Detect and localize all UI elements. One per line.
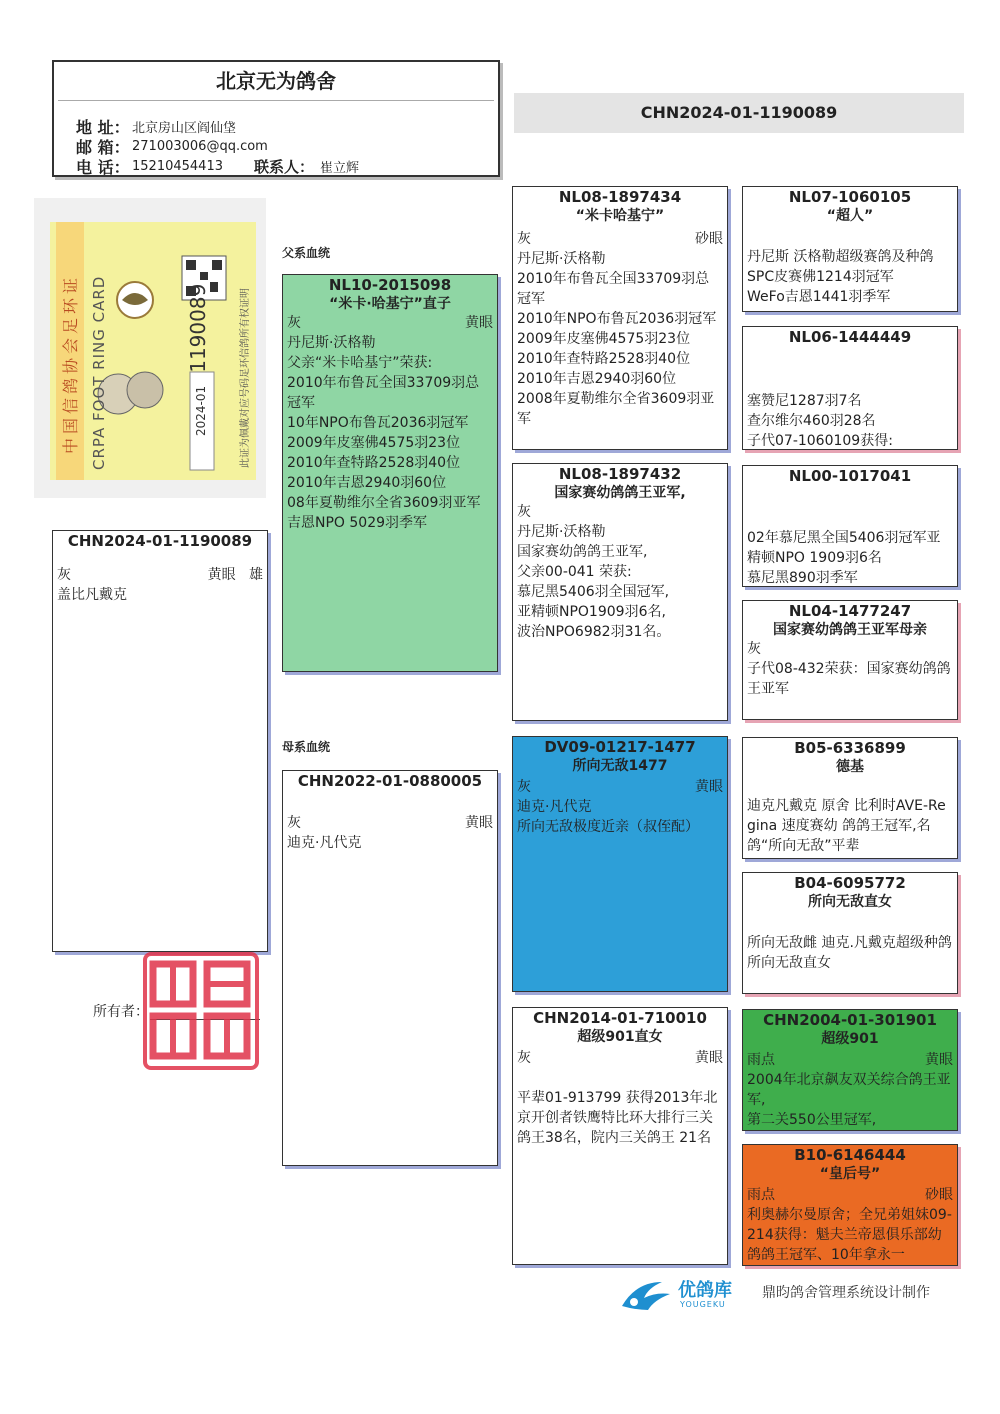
contact-label: 联系人：: [254, 157, 315, 176]
ss-line: 丹尼斯·沃格勒: [517, 251, 606, 267]
ddd-color: 雨点: [747, 1187, 775, 1203]
ring-card-year: 2024-01: [194, 385, 208, 436]
ssd-line: 子代07-1060109获得:: [747, 433, 893, 449]
dam-line: 迪克·凡代克: [287, 835, 362, 851]
ds-line: 迪克·凡代克: [517, 799, 592, 815]
ds-color: 灰: [517, 779, 531, 795]
sdd-line: 子代08-432荣获：国家赛幼鸽鸽王亚军: [747, 661, 951, 697]
sire-line: 2010年查特路2528羽40位: [287, 455, 461, 471]
sire-color: 灰: [287, 315, 301, 331]
sd-ring: NL08-1897432: [558, 465, 682, 483]
dds-name: 超级901: [821, 1031, 879, 1047]
ring-card-no: 1190089: [186, 283, 210, 373]
sdd-ring: NL04-1477247: [788, 602, 912, 620]
ring-card: [34, 198, 266, 498]
dds-box: [742, 1009, 958, 1131]
sire-line: 吉恩NPO 5029羽季军: [287, 515, 428, 531]
dd-line: 平辈01-913799 获得2013年北京开创者铁鹰特比环大排行三关鸽王38名，院内三关鸽王 21名: [517, 1090, 718, 1146]
dss-name: 德基: [836, 759, 864, 775]
ds-box: [512, 736, 728, 992]
ss-name: “米卡哈基宁”: [575, 208, 665, 224]
sdd-color: 灰: [747, 641, 761, 657]
sire-line: 2010年布鲁瓦全国33709羽总冠军: [287, 375, 480, 411]
sds-line: 慕尼黑890羽季军: [747, 570, 858, 586]
footer-credit: 鼎昀鸽舍管理系统设计制作: [762, 1285, 930, 1301]
dam-box: [282, 770, 498, 1166]
ring-banner-text: CHN2024-01-1190089: [640, 103, 838, 122]
dd-name: 超级901直女: [577, 1029, 663, 1045]
dds-ring: CHN2004-01-301901: [763, 1011, 937, 1029]
dss-box: [742, 737, 958, 859]
dsd-box: [742, 872, 958, 994]
dam-color: 灰: [287, 815, 301, 831]
ring-card-note: 此证为佩戴对应号码足环信鸽所有权证明: [240, 288, 251, 468]
sd-line: 亚精顿NPO1909羽6名,: [517, 604, 666, 620]
seal-graphic: [147, 956, 255, 1066]
ssd-box: [742, 326, 958, 450]
ss-line: 2008年夏勒维尔全省3609羽亚军: [517, 391, 715, 427]
ds-ring: DV09-01217-1477: [544, 738, 696, 756]
address-label: 地 址：: [76, 117, 130, 137]
address-value: 北京房山区阎仙垡: [132, 120, 237, 136]
sds-box: [742, 465, 958, 587]
sds-ring: NL00-1017041: [788, 467, 912, 485]
ds-eye: 黄眼: [695, 779, 723, 795]
ss-line: 2009年皮塞佛4575羽23位: [517, 331, 691, 347]
email-label: 邮 箱：: [76, 137, 130, 157]
dam-eye: 黄眼: [465, 815, 493, 831]
dd-color: 灰: [517, 1050, 531, 1066]
sire-line: 2009年皮塞佛4575羽23位: [287, 435, 461, 451]
subject-eye: 黄眼: [207, 567, 236, 583]
sss-box: [742, 186, 958, 312]
ds-name: 所向无敌1477: [572, 758, 668, 774]
dsd-ring: B04-6095772: [794, 874, 906, 892]
phone-label: 电 话：: [76, 157, 130, 177]
sire-section-label: 父系血统: [282, 246, 331, 260]
ring-banner: [514, 93, 964, 133]
dss-line: 迪克凡戴克 原舍 比利时AVE-Regina 速度赛幼 鸽鸽王冠军,名鸽“所向无敌”平辈: [747, 798, 946, 854]
sd-line: 慕尼黑5406羽全国冠军,: [517, 584, 670, 600]
ring-card-org-en: CRPA FOOT RING CARD: [90, 275, 108, 470]
subject-box: [52, 530, 268, 952]
sds-line: 02年慕尼黑全国5406羽冠军亚: [747, 530, 941, 546]
sss-line: 丹尼斯 沃格勒超级赛鸽及种鸽: [747, 249, 934, 265]
sd-color: 灰: [517, 504, 531, 520]
ring-card-org-cn: 中国信鸽协会足环证: [61, 273, 80, 454]
ring-card-number: [186, 236, 210, 436]
ss-ring: NL08-1897434: [558, 188, 682, 206]
brand-name: 优鸽库: [678, 1280, 732, 1301]
sire-box: [282, 274, 498, 672]
subject-sex: 雄: [249, 567, 263, 583]
ddd-box: [742, 1144, 958, 1266]
ss-eye: 砂眼: [695, 231, 723, 247]
ssd-ring: NL06-1444449: [788, 328, 912, 346]
sire-line: 08年夏勒维尔全省3609羽亚军: [287, 495, 481, 511]
sire-line: 父亲“米卡哈基宁”荣获:: [287, 355, 433, 371]
brand-name-en: YOUGEKU: [680, 1300, 726, 1309]
sdd-name: 国家赛幼鸽鸽王亚军母亲: [773, 622, 927, 638]
sire-name: “米卡·哈基宁”直子: [329, 296, 451, 312]
dd-ring: CHN2014-01-710010: [533, 1009, 707, 1027]
sd-name: 国家赛幼鸽鸽王亚军,: [554, 485, 686, 501]
ds-line: 所向无敌极度近亲（叔侄配）: [517, 819, 699, 835]
sss-ring: NL07-1060105: [788, 188, 912, 206]
sds-line: 精顿NPO 1909羽6名: [747, 550, 882, 566]
sd-box: [512, 463, 728, 721]
ddd-eye: 砂眼: [925, 1187, 953, 1203]
sd-line: 波治NPO6982羽31名。: [517, 624, 671, 640]
dsd-line: 所向无敌雌 迪克.凡戴克超级种鸽 所向无敌直女: [747, 935, 952, 971]
sss-line: WeFo吉恩1441羽季军: [747, 289, 891, 305]
brand-logo-icon: [618, 1276, 674, 1312]
sire-line: 2010年吉恩2940羽60位: [287, 475, 447, 491]
dds-line: 2004年北京飙友双关综合鸽王亚军,: [747, 1072, 951, 1108]
email-value: 271003006@qq.com: [132, 138, 268, 154]
dam-ring: CHN2022-01-0880005: [297, 772, 483, 790]
sss-name: “超人”: [826, 208, 874, 224]
ss-line: 2010年布鲁瓦全国33709羽总冠军: [517, 271, 710, 307]
dss-ring: B05-6336899: [794, 739, 906, 757]
subject-color: 灰: [57, 567, 71, 583]
dds-eye: 黄眼: [925, 1052, 953, 1068]
ss-line: 2010年查特路2528羽40位: [517, 351, 691, 367]
sss-line: SPC皮赛佛1214羽冠军: [747, 269, 894, 285]
dam-section-label: 母系血统: [282, 740, 331, 754]
owner-seal: [143, 952, 259, 1070]
contact-value: 崔立辉: [320, 160, 360, 176]
sire-line: 10年NPO布鲁瓦2036羽冠军: [287, 415, 469, 431]
dds-line: 第二关550公里冠军,: [747, 1112, 877, 1128]
ddd-name: “皇后号”: [819, 1166, 881, 1182]
loft-title: 北京无为鸽舍: [216, 69, 336, 93]
sire-lines: [283, 333, 497, 533]
subject-breed: 盖比凡戴克: [57, 587, 127, 603]
sire-eye: 黄眼: [465, 315, 493, 331]
sd-line: 父亲00-041 荣获:: [517, 564, 632, 580]
loft-header: [52, 60, 500, 177]
sd-line: 国家赛幼鸽鸽王亚军,: [517, 544, 648, 560]
ssd-line: 查尔维尔460羽28名: [747, 413, 876, 429]
sire-line: 丹尼斯·沃格勒: [287, 335, 376, 351]
phone-value: 15210454413: [132, 158, 223, 174]
sdd-box: [742, 600, 958, 720]
dds-color: 雨点: [747, 1052, 775, 1068]
ss-color: 灰: [517, 231, 531, 247]
owner-label: 所有者：: [93, 1004, 149, 1020]
sd-line: 丹尼斯·沃格勒: [517, 524, 606, 540]
ss-line: 2010年吉恩2940羽60位: [517, 371, 677, 387]
dsd-name: 所向无敌直女: [808, 894, 892, 910]
dd-box: [512, 1007, 728, 1265]
sire-ring: NL10-2015098: [328, 276, 452, 294]
ddd-line: 利奥赫尔曼原舍；全兄弟姐妹09-214获得：魁夫兰帝恩俱乐部幼鸽鸽王冠军、10年拿永一: [747, 1207, 952, 1263]
subject-ring: CHN2024-01-1190089: [67, 532, 253, 550]
dd-eye: 黄眼: [695, 1050, 723, 1066]
ddd-ring: B10-6146444: [794, 1146, 906, 1164]
ss-line: 2010年NPO布鲁瓦2036羽冠军: [517, 311, 717, 327]
ss-box: [512, 186, 728, 450]
ssd-line: 塞赞尼1287羽7名: [747, 393, 862, 409]
footer: [618, 1274, 978, 1314]
